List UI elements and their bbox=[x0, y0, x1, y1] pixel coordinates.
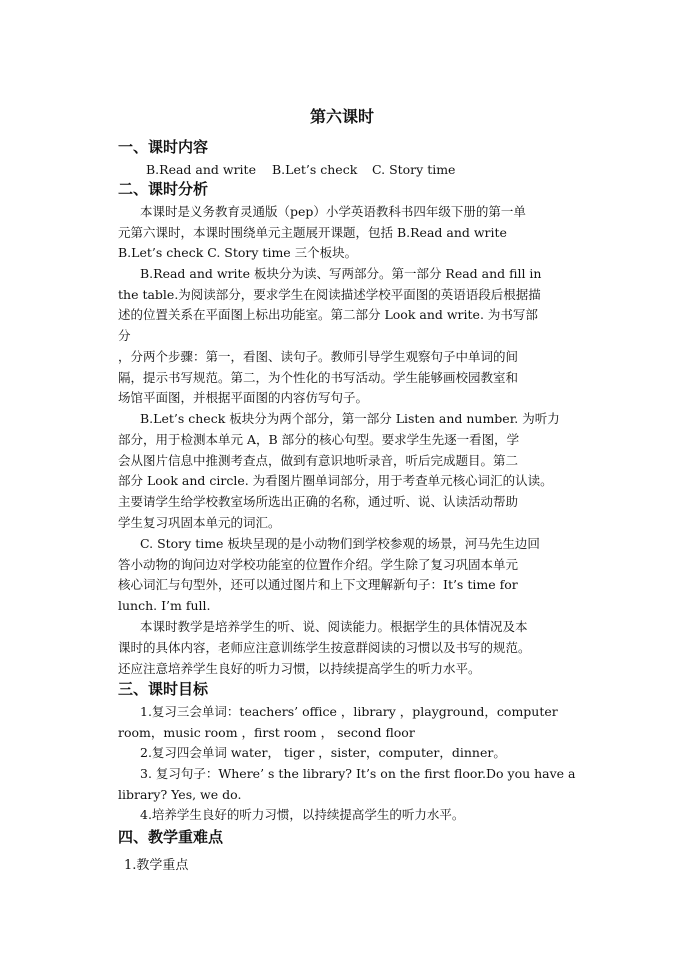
paragraph-line: 还应注意培养学生良好的听力习惯，以持续提高学生的听力水平。 bbox=[118, 661, 481, 676]
paragraph-line: B.Let’s check 板块分为两个部分，第一部分 Listen and number. 为听力 bbox=[140, 411, 560, 426]
paragraph-line: 核心词汇与句型外，还可以通过图片和上下文理解新句子：It’s time for bbox=[118, 577, 518, 592]
paragraph-line: the table.为阅读部分，要求学生在阅读描述学校平面图的英语语段后根据描 bbox=[118, 287, 541, 302]
paragraph-line: 场馆平面图，并根据平面图的内容仿写句子。 bbox=[118, 390, 369, 405]
paragraph-line: 答小动物的询问边对学校功能室的位置作介绍。学生除了复习巩固本单元 bbox=[118, 557, 519, 572]
objective-line: 1.复习三会单词：teachers’ office ，library ，playground，computer bbox=[140, 704, 558, 719]
content-item: C. Story time bbox=[372, 162, 456, 177]
paragraph-line: B.Let’s check C. Story time 三个板块。 bbox=[118, 245, 358, 260]
page-title: 第六课时 bbox=[310, 107, 375, 126]
paragraph-line: 隔，提示书写规范。第二，为个性化的书写活动。学生能够画校园教室和 bbox=[118, 370, 519, 385]
paragraph-line: 述的位置关系在平面图上标出功能室。第二部分 Look and write. 为书写部 bbox=[118, 307, 538, 322]
objective-line: 3. 复习句子：Where’ s the library? It’s on the first floor.Do you have a bbox=[140, 766, 576, 781]
paragraph-line: 本课时教学是培养学生的听、说、阅读能力。根据学生的具体情况及本 bbox=[140, 619, 528, 634]
paragraph-line: C. Story time 板块呈现的是小动物们到学校参观的场景，河马先生边回 bbox=[140, 536, 540, 551]
subheading-key-points: 1.教学重点 bbox=[124, 858, 189, 873]
paragraph-line: 元第六课时，本课时围绕单元主题展开课题，包括 B.Read and write bbox=[118, 225, 507, 240]
objective-line: 4.培养学生良好的听力习惯，以持续提高学生的听力水平。 bbox=[140, 807, 465, 822]
paragraph-line: 分 bbox=[118, 328, 131, 343]
paragraph-line: ，分两个步骤：第一，看图、读句子。教师引导学生观察句子中单词的间 bbox=[118, 349, 519, 364]
content-item: B.Read and write bbox=[146, 162, 256, 177]
paragraph-line: 部分，用于检测本单元 A，B 部分的核心句型。要求学生先逐一看图，学 bbox=[118, 432, 520, 447]
objective-line: 2.复习四会单词 water， tiger ，sister，computer，dinner。 bbox=[140, 745, 506, 760]
paragraph-line: 学生复习巩固本单元的词汇。 bbox=[118, 515, 281, 530]
paragraph-line: 部分 Look and circle. 为看图片圈单词部分，用于考查单元核心词汇的认读。 bbox=[118, 473, 553, 488]
content-item: B.Let’s check bbox=[272, 162, 358, 177]
paragraph-line: 会从图片信息中推测考查点，做到有意识地听录音，听后完成题目。第二 bbox=[118, 453, 519, 468]
section-heading-key-points: 四、教学重难点 bbox=[118, 828, 224, 846]
objective-line: room，music room ，first room ， second floor bbox=[118, 725, 415, 740]
paragraph-line: 主要请学生给学校教室场所选出正确的名称，通过听、说、认读活动帮助 bbox=[118, 494, 519, 509]
objective-line: library? Yes, we do. bbox=[118, 787, 242, 802]
paragraph-line: B.Read and write 板块分为读、写两部分。第一部分 Read and fill in bbox=[140, 266, 542, 281]
paragraph-line: 本课时是义务教育灵通版（pep）小学英语教科书四年级下册的第一单 bbox=[140, 204, 526, 219]
paragraph-line: lunch. I’m full. bbox=[118, 598, 211, 613]
paragraph-line: 课时的具体内容，老师应注意训练学生按意群阅读的习惯以及书写的规范。 bbox=[118, 640, 531, 655]
section-heading-content: 一、课时内容 bbox=[118, 138, 209, 156]
section-heading-analysis: 二、课时分析 bbox=[118, 180, 209, 198]
section-heading-objectives: 三、课时目标 bbox=[118, 680, 209, 698]
